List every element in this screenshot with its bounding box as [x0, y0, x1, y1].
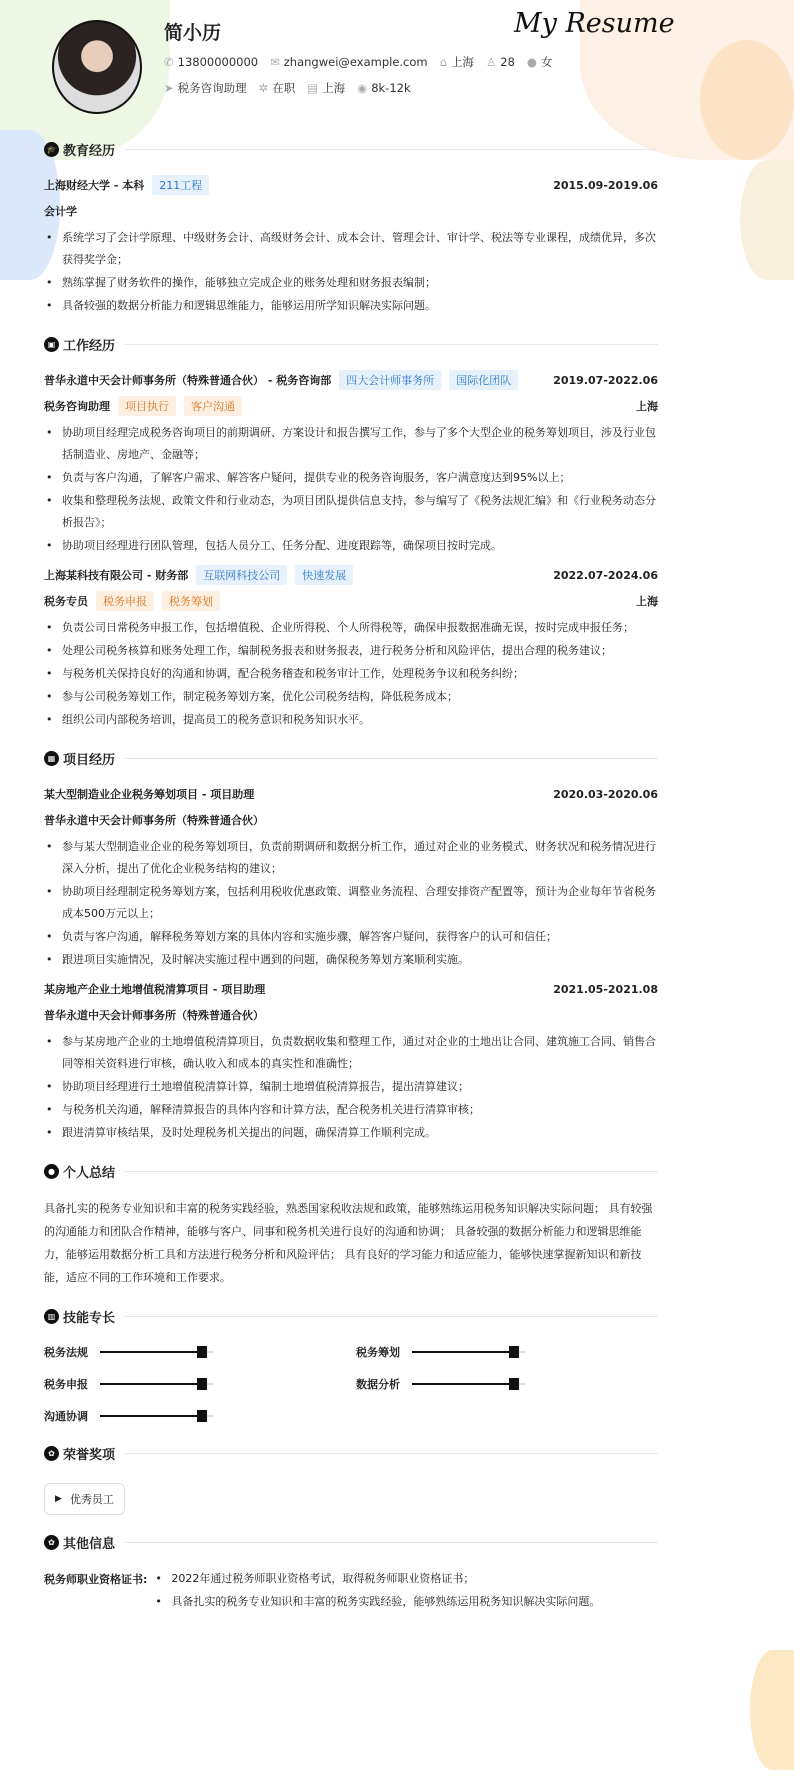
award-name: 优秀员工 [69, 1493, 114, 1506]
skill-knob [197, 1410, 207, 1422]
project-org: 普华永道中天会计师事务所（特殊普通合伙） [44, 1009, 264, 1022]
mail-icon: ✉ [270, 55, 280, 69]
list-item: • 负责与客户沟通，解释税务筹划方案的具体内容和实施步骤，解答客户疑问，获得客户的认可和信任； [44, 926, 658, 948]
tag: 税务申报 [96, 591, 154, 611]
home-icon: ⌂ [439, 55, 447, 69]
date: 2021.05-2021.08 [553, 982, 658, 996]
date: 2019.07-2022.06 [553, 373, 658, 387]
date: 2020.03-2020.06 [553, 787, 658, 801]
list-item: • 跟进清算审核结果，及时处理税务机关提出的问题，确保清算工作顺利完成。 [44, 1122, 658, 1144]
list-item: • 参与某大型制造业企业的税务筹划项目，负责前期调研和数据分析工作，通过对企业的业务模式、财务状况和税务情况进行深入分析，提出了优化企业税务结构的建议； [44, 836, 658, 880]
skill-fill [100, 1415, 202, 1417]
skill-item [44, 1374, 356, 1394]
project-name: 某大型制造业企业税务筹划项目 - 项目助理 [44, 788, 255, 801]
info-phone: ✆ 13800000000 [164, 55, 259, 69]
education-bullets [44, 227, 658, 317]
date: 2015.09-2019.06 [553, 178, 658, 192]
work-item [44, 565, 658, 731]
tag: 四大会计师事务所 [339, 370, 441, 390]
skill-fill [100, 1351, 202, 1353]
info-email: ✉ zhangwei@example.com [270, 55, 428, 69]
skill-bar [412, 1351, 525, 1353]
info-row-1 [164, 54, 658, 70]
list-item: • 具备扎实的税务专业知识和丰富的税务实践经验，能够熟练运用税务知识解决实际问题。 [153, 1591, 658, 1613]
skill-name: 税务筹划 [356, 1346, 400, 1359]
company: 上海某科技有限公司 - 财务部 [44, 569, 189, 582]
divider [125, 1542, 658, 1543]
skill-fill [412, 1383, 514, 1385]
candidate-name: 简小历 [164, 22, 222, 44]
info-gender: ● 女 [526, 55, 553, 69]
info-salary: ◉ 8k-12k [357, 81, 411, 95]
divider [125, 344, 658, 345]
triangle-right-icon: ▶ [55, 1494, 62, 1504]
location: 上海 [636, 595, 658, 608]
list-item: • 负责与客户沟通，了解客户需求、解答客户疑问，提供专业的税务咨询服务，客户满意度达到95%以上； [44, 467, 658, 489]
chart-icon: ▥ [44, 1309, 59, 1324]
graduation-cap-icon: 🎓 [44, 142, 59, 157]
list-item: • 熟练掌握了财务软件的操作，能够独立完成企业的账务处理和财务报表编制； [44, 272, 658, 294]
work-item [44, 370, 658, 557]
tag: 项目执行 [118, 396, 176, 416]
divider [125, 149, 658, 150]
skill-fill [412, 1351, 514, 1353]
list-item: • 负责公司日常税务申报工作，包括增值税、企业所得税、个人所得税等，确保申报数据准确无误，按时完成申报任务； [44, 617, 658, 639]
salary-icon: ◉ [357, 81, 368, 95]
skill-fill [100, 1383, 202, 1385]
other-info [44, 1568, 658, 1622]
section-summary: ● 个人总结 [44, 1162, 658, 1181]
list-item: • 与税务机关保持良好的沟通和协调，配合税务稽查和税务审计工作，处理税务争议和税务纠纷； [44, 663, 658, 685]
skill-name: 税务法规 [44, 1346, 88, 1359]
summary-text: 具备扎实的税务专业知识和丰富的税务实践经验，熟悉国家税收法规和政策，能够熟练运用税务知识解决实际问题； 具有较强的沟通能力和团队合作精神，能够与客户、同事和税务机关进行良好的沟通和协调； 具备较强的数据分析能力和逻辑思维能力，能够运用数据分析工具和方法进行税务分析和风险评估； 具有良好的学习能力和适应能力，能够快速掌握新知识和新技能，适应不同的工作环境和工作要求。 [44, 1202, 653, 1284]
school: 上海财经大学 - 本科 [44, 179, 145, 192]
divider [125, 1316, 658, 1317]
tag: 客户沟通 [184, 396, 242, 416]
skill-item [44, 1406, 356, 1426]
section-projects: ▦ 项目经历 [44, 749, 658, 768]
info-target-city: ▤ 上海 [307, 81, 346, 95]
project-bullets [44, 836, 658, 971]
list-item: • 系统学习了会计学原理、中级财务会计、高级财务会计、成本会计、管理会计、审计学、税法等专业课程，成绩优异，多次获得奖学金； [44, 227, 658, 271]
section-awards: ✿ 荣誉奖项 [44, 1444, 658, 1463]
info-age: ♙ 28 [485, 55, 515, 69]
info-icon: ✿ [44, 1535, 59, 1550]
skill-bar [100, 1415, 213, 1417]
tag: 互联网科技公司 [196, 565, 287, 585]
work-role [44, 591, 658, 611]
list-item: • 参与某房地产企业的土地增值税清算项目，负责数据收集和整理工作，通过对企业的土地出让合同、建筑施工合同、销售合同等相关资料进行审核，确认收入和成本的真实性和准确性； [44, 1031, 658, 1075]
section-skills: ▥ 技能专长 [44, 1307, 658, 1326]
tag: 快速发展 [295, 565, 353, 585]
divider [125, 758, 658, 759]
skill-name: 税务申报 [44, 1378, 88, 1391]
grid-icon: ▦ [44, 751, 59, 766]
skill-name: 数据分析 [356, 1378, 400, 1391]
project-item [44, 979, 658, 1144]
project-header [44, 979, 658, 999]
resume-header [44, 0, 675, 122]
list-item: • 2022年通过税务师职业资格考试，取得税务师职业资格证书； [153, 1568, 658, 1590]
medal-icon: ✿ [44, 1446, 59, 1461]
project-header [44, 784, 658, 804]
work-header [44, 565, 658, 585]
skill-knob [197, 1378, 207, 1390]
skill-bar [412, 1383, 525, 1385]
major: 会计学 [44, 205, 77, 218]
role: 税务咨询助理 [44, 400, 110, 413]
project-bullets [44, 1031, 658, 1144]
tag: 国际化团队 [449, 370, 518, 390]
award-item [44, 1483, 125, 1515]
date: 2022.07-2024.06 [553, 568, 658, 582]
project-name: 某房地产企业土地增值税清算项目 - 项目助理 [44, 983, 266, 996]
briefcase-icon: ▣ [44, 337, 59, 352]
user-icon: ● [44, 1164, 59, 1179]
list-item: • 具备较强的数据分析能力和逻辑思维能力，能够运用所学知识解决实际问题。 [44, 295, 658, 317]
list-item: • 组织公司内部税务培训，提高员工的税务意识和税务知识水平。 [44, 709, 658, 731]
info-city: ⌂ 上海 [439, 55, 474, 69]
location: 上海 [636, 400, 658, 413]
age-icon: ♙ [485, 55, 497, 69]
phone-icon: ✆ [164, 55, 174, 69]
section-other: ✿ 其他信息 [44, 1533, 658, 1552]
building-icon: ▤ [307, 81, 319, 95]
send-icon: ➤ [164, 81, 174, 95]
info-status: ✲ 在职 [258, 81, 296, 95]
divider [125, 1171, 658, 1172]
list-item: • 协助项目经理进行团队管理，包括人员分工、任务分配、进度跟踪等，确保项目按时完成。 [44, 535, 658, 557]
list-item: • 处理公司税务核算和账务处理工作，编制税务报表和财务报表，进行税务分析和风险评估，提出合理的税务建议； [44, 640, 658, 662]
work-role [44, 396, 658, 416]
list-item: • 协助项目经理制定税务筹划方案，包括利用税收优惠政策、调整业务流程、合理安排资产配置等，预计为企业每年节省税务成本500万元以上； [44, 881, 658, 925]
list-item: • 与税务机关沟通，解释清算报告的具体内容和计算方法，配合税务机关进行清算审核； [44, 1099, 658, 1121]
other-label: 税务师职业资格证书: [44, 1573, 148, 1586]
skill-item [356, 1342, 658, 1362]
skill-knob [509, 1346, 519, 1358]
status-icon: ✲ [258, 81, 269, 95]
avatar [52, 20, 142, 114]
my-resume-logo: My Resume [514, 8, 675, 39]
work-bullets [44, 422, 658, 557]
skills-grid [44, 1342, 658, 1426]
list-item: • 跟进项目实施情况，及时解决实施过程中遇到的问题，确保税务筹划方案顺利实施。 [44, 949, 658, 971]
other-bullets [153, 1568, 658, 1614]
list-item: • 参与公司税务筹划工作，制定税务筹划方案，优化公司税务结构，降低税务成本； [44, 686, 658, 708]
section-education: 🎓 教育经历 [44, 140, 658, 159]
skill-item [356, 1374, 658, 1394]
tag: 税务筹划 [162, 591, 220, 611]
decor-orange-bottom [750, 1650, 794, 1770]
work-bullets [44, 617, 658, 731]
list-item: • 协助项目经理完成税务咨询项目的前期调研、方案设计和报告撰写工作，参与了多个大型企业的税务筹划项目，涉及行业包括制造业、房地产、金融等； [44, 422, 658, 466]
tag: 211工程 [152, 175, 209, 195]
company: 普华永道中天会计师事务所（特殊普通合伙） - 税务咨询部 [44, 374, 332, 387]
role: 税务专员 [44, 595, 88, 608]
info-position: ➤ 税务咨询助理 [164, 81, 247, 95]
skill-bar [100, 1383, 213, 1385]
gender-icon: ● [526, 55, 537, 69]
list-item: • 协助项目经理进行土地增值税清算计算，编制土地增值税清算报告，提出清算建议； [44, 1076, 658, 1098]
skill-name: 沟通协调 [44, 1410, 88, 1423]
skill-knob [197, 1346, 207, 1358]
info-row-2 [164, 80, 658, 96]
skill-bar [100, 1351, 213, 1353]
list-item: • 收集和整理税务法规、政策文件和行业动态，为项目团队提供信息支持，参与编写了《税务法规汇编》和《行业税务动态分析报告》； [44, 490, 658, 534]
project-org: 普华永道中天会计师事务所（特殊普通合伙） [44, 814, 264, 827]
divider [125, 1453, 658, 1454]
project-item [44, 784, 658, 971]
skill-knob [509, 1378, 519, 1390]
section-work: ▣ 工作经历 [44, 335, 658, 354]
work-header [44, 370, 658, 390]
education-row [44, 175, 658, 195]
skill-item [44, 1342, 356, 1362]
